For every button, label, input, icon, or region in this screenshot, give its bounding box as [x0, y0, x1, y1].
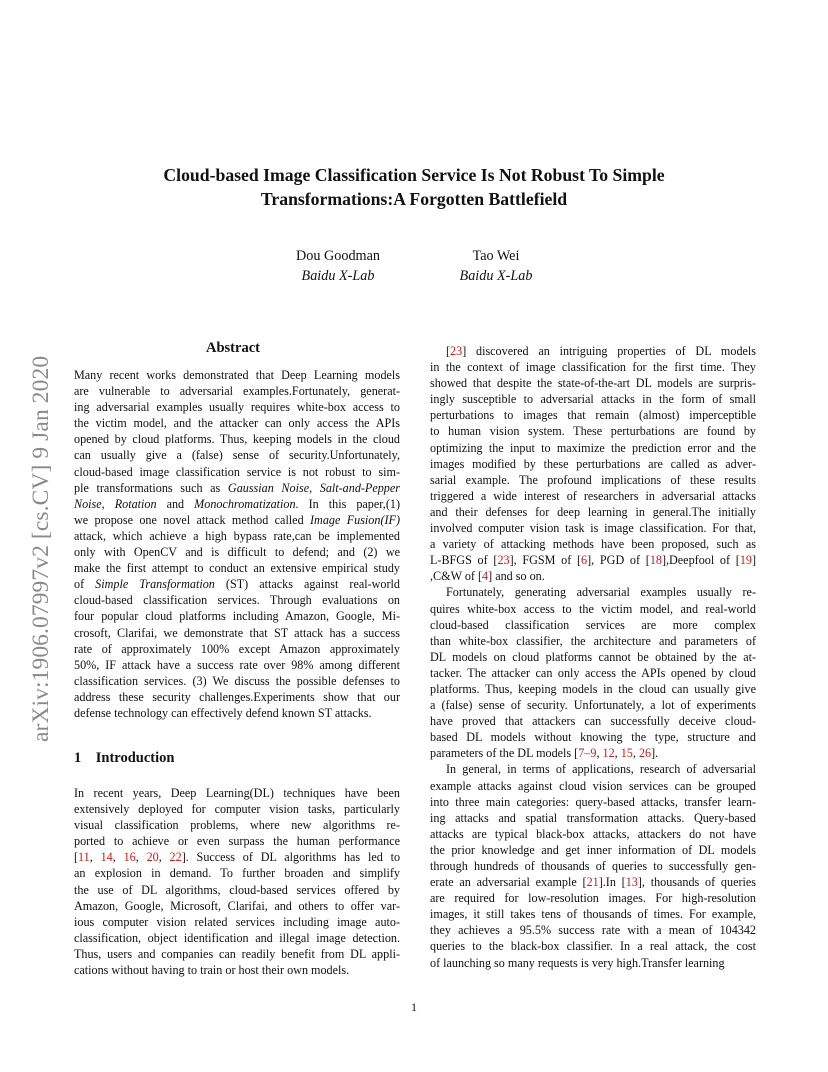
page-number: 1 — [411, 1000, 417, 1014]
text-line: erate an adversarial example [21].In [13], thousands of queries — [430, 875, 756, 890]
text-line: sarial example. The profound implications of these results — [430, 472, 756, 487]
text-line: they achieves a 95.5% success rate with a mean of 104342 — [430, 923, 756, 938]
section-title: Introduction — [95, 750, 175, 766]
text-line: ple transformations such as Gaussian Noise, Salt-and-Pepper — [74, 480, 400, 495]
abstract-body — [74, 367, 400, 721]
text-line: In general, in terms of applications, research of adversarial — [446, 762, 756, 777]
text-line: queries to the black-box classifier. In a real attack, the cost — [430, 939, 756, 954]
introduction-heading — [74, 750, 174, 767]
introduction-body — [74, 785, 400, 978]
text-line: extensively deployed for computer vision tasks, particularly — [74, 802, 400, 817]
text-line: tacker. The attacker can only access the APIs opened by cloud — [430, 665, 756, 680]
text-line: parameters of the DL models [7–9, 12, 15, 26]. — [430, 746, 659, 761]
text-line: of launching so many requests is very high.Transfer learning — [430, 955, 725, 970]
abstract-heading: Abstract — [206, 340, 260, 356]
paper-title — [74, 163, 754, 211]
text-line: a variety of attacking methods have been proposed, such as — [430, 537, 756, 552]
text-line: only with OpenCV and is difficult to defend; and (2) we — [74, 545, 400, 560]
paragraph — [430, 761, 756, 970]
text-line: visual classification problems, where new algorithms re- — [74, 818, 400, 833]
text-line: can usually give a (false) sense of security.Unfortunately, — [74, 448, 400, 463]
text-line: opened by cloud platforms. Thus, keeping models in the cloud — [74, 432, 400, 447]
text-line: perturbations to images that remain (almost) imperceptible — [430, 408, 756, 423]
text-line: triggered a wide interest of researchers in adversarial attacks — [430, 488, 756, 503]
text-line: [23] discovered an intriguing properties of DL models — [446, 344, 756, 358]
text-line: ported to achieve or even surpass the human performance — [74, 834, 400, 849]
text-line: the use of DL algorithms, cloud-based services offered by — [74, 882, 400, 897]
text-line: to human vision system. These perturbations are found by — [430, 424, 756, 439]
text-line: of Simple Transformation (ST) attacks against real-world — [74, 577, 400, 592]
text-line: images modified by these perturbations are called as adver- — [430, 456, 756, 471]
text-line: a (false) sense of security. Unfortunately, a lot of experiments — [430, 698, 756, 713]
text-line: attacks are typical black-box attacks, attackers do not have — [430, 826, 756, 841]
text-line: through hundreds of thousands of queries to successfully gen- — [430, 859, 756, 873]
paragraph — [74, 785, 400, 978]
text-line: rate of approximately 100% except Amazon approximately — [74, 641, 400, 656]
text-line: involved computer vision task is image classification. For that, — [430, 521, 756, 536]
text-line: images, it still takes tens of thousands of times. For example, — [430, 907, 756, 922]
text-line: crosoft, Clarifai, we demonstrate that ST attack has a success — [74, 625, 400, 640]
text-line: four popular cloud platforms including Amazon, Google, Mi- — [74, 609, 400, 624]
arxiv-identifier: arXiv:1906.07997v2 [cs.CV] 9 Jan 2020 — [28, 355, 54, 742]
text-line: are vulnerable to adversarial examples.Fortunately, generat- — [74, 384, 400, 399]
text-line: make the first attempt to conduct an extensive empirical study — [74, 561, 400, 576]
author-name: Tao Wei — [472, 248, 520, 264]
text-line: cloud-based classification services. Through evaluations on — [74, 593, 400, 608]
text-line: have proved that attackers can successfully deceive cloud- — [430, 714, 756, 729]
paragraph — [430, 343, 756, 584]
text-line: cloud-based image classification service is not robust to sim- — [74, 464, 400, 479]
text-line: and their defenses for deep learning in general.The initially — [430, 504, 756, 519]
text-line: ing attacks and spatial transformation attacks. Query-based — [430, 810, 756, 825]
text-line: cloud-based classification services are more complex — [430, 617, 756, 632]
text-line: Amazon, Google, Microsoft, Clarifai, and others to offer var- — [74, 898, 400, 913]
right-column-body — [430, 343, 756, 971]
text-line: the victim model, and the attacker can only access the APIs — [74, 416, 400, 431]
paragraph — [430, 584, 756, 761]
text-line: into three main categories: query-based attacks, transfer learn- — [430, 794, 756, 809]
text-line: Many recent works demonstrated that Deep Learning models — [74, 368, 400, 382]
text-line: classification, object identification and illegal image detection. — [74, 930, 400, 945]
text-line: ,C&W of [4] and so on. — [430, 569, 545, 584]
author-name: Dou Goodman — [296, 248, 380, 264]
text-line: L-BFGS of [23], FGSM of [6], PGD of [18],Deepfool of [19] — [430, 553, 756, 568]
text-line: ious computer vision related services including image auto- — [74, 914, 400, 929]
text-line: address these security challenges.Experiments show that our — [74, 689, 400, 704]
text-line: DL models on cloud platforms cannot be obtained by the at- — [430, 649, 756, 664]
text-line: quires white-box access to the victim model, and real-world — [430, 601, 756, 616]
text-line: attack, which achieve a high bypass rate,can be implemented — [74, 528, 400, 543]
text-line: defense technology can effectively defend known ST attacks. — [74, 705, 372, 720]
paragraph — [74, 367, 400, 721]
text-line: cations without having to train or host their own models. — [74, 963, 350, 978]
text-line: optimizing the input to maximize the prediction error and the — [430, 440, 756, 455]
text-line: based DL models without knowing the type, structure and — [430, 730, 756, 745]
title-line-1: Cloud-based Image Classification Service Is Not Robust To Simple — [163, 165, 665, 185]
author-affiliation: Baidu X-Lab — [301, 268, 375, 284]
text-line: ing adversarial examples usually requires white-box access to — [74, 400, 400, 415]
text-line: the prior knowledge and get inner information of DL models — [430, 842, 756, 857]
text-line: 50%, IF attack have a success rate over 98% among different — [74, 657, 400, 672]
section-number: 1 — [74, 750, 82, 766]
author-affiliation: Baidu X-Lab — [459, 268, 533, 284]
text-line: platforms. Thus, keeping models in the cloud can usually give — [430, 681, 756, 696]
text-line: Thus, users and companies can readily benefit from DL appli- — [74, 946, 400, 961]
text-line: showed that despite the state-of-the-art DL models are surpris- — [430, 376, 756, 391]
text-line: example attacks against cloud vision services can be grouped — [430, 778, 756, 793]
text-line: in the context of image classification for the first time. They — [430, 360, 756, 375]
text-line: are required for low-resolution images. For high-resolution — [430, 891, 756, 906]
text-line: than white-box classifier, the architecture and parameters of — [430, 633, 756, 648]
text-line: [11, 14, 16, 20, 22]. Success of DL algorithms has led to — [74, 850, 401, 865]
text-line: we propose one novel attack method called Image Fusion(IF) — [74, 512, 400, 527]
title-line-2: Transformations:A Forgotten Battlefield — [260, 189, 568, 209]
text-line: Noise, Rotation and Monochromatization. In this paper,(1) — [74, 496, 400, 511]
text-line: In recent years, Deep Learning(DL) techniques have been — [74, 786, 400, 800]
text-line: classification services. (3) We discuss the possible defenses to — [74, 673, 400, 688]
author-2 — [396, 246, 596, 286]
text-line: an explosion in demand. To further broaden and simplify — [74, 866, 400, 881]
text-line: ingly susceptible to adversarial attacks in the form of small — [430, 392, 756, 407]
text-line: Fortunately, generating adversarial examples usually re- — [446, 585, 756, 600]
